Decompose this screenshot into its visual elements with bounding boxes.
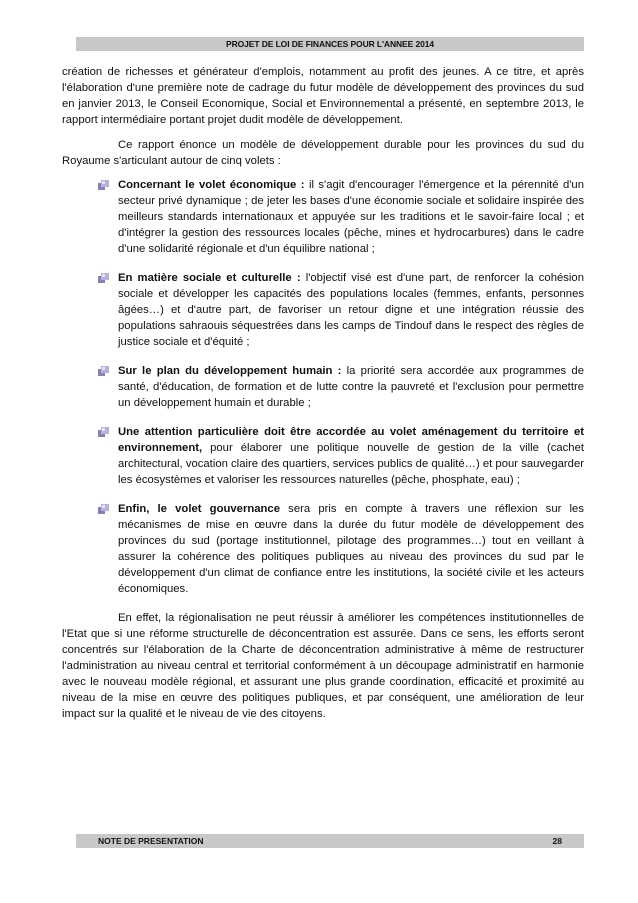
list-item-text: il s'agit d'encourager l'émergence et la pérennité d'un secteur privé dynamique ; de jeter les bases d'une économie sociale et solidaire inspirée des meilleurs standards internationaux et appuyée sur les traditions et le savoir-faire local ; et d'intégrer la gestion des ressources locales (pêche, mines et hydrocarbures) dans le cadre d'une solidarité régionale et d'un équilibre national ; bbox=[118, 179, 584, 255]
bullet-icon bbox=[98, 366, 109, 376]
list-item-economique bbox=[62, 177, 584, 257]
list-item-humain bbox=[62, 363, 584, 411]
list-item-text: sera pris en compte à travers une réflexion sur les mécanismes de mise en œuvre dans la durée du futur modèle de développement des provinces du sud (portage institutionnel, pilotage des programmes…) tout en veillant à assurer la cohérence des politiques publiques au niveau des provinces du sud par le développement d'un climat de confiance entre les institutions, la société civile et les acteurs économiques. bbox=[118, 503, 584, 595]
list-item-heading: En matière sociale et culturelle : bbox=[118, 272, 301, 284]
page-number: 28 bbox=[552, 836, 562, 846]
list-item-heading: Une attention particulière doit être accordée au volet aménagement du territoire et environnement, bbox=[118, 426, 584, 454]
list-item-heading: Sur le plan du développement humain : bbox=[118, 365, 342, 377]
page-header-title: PROJET DE LOI DE FINANCES POUR L'ANNEE 2014 bbox=[226, 39, 434, 49]
list-item-gouvernance bbox=[62, 501, 584, 597]
list-item-text: l'objectif visé est d'une part, de renforcer la cohésion sociale et développer les capacités des populations locales (femmes, enfants, personnes âgées…) et d'autre part, de favoriser un retour digne et une intégration réussie des populations sahraouis séquestrées dans les camps de Tindouf dans le respect des règles de justice sociale et d'équité ; bbox=[118, 272, 584, 348]
intro-paragraph: création de richesses et générateur d'emplois, notamment au profit des jeunes. A ce titre, et après l'élaboration d'une première note de cadrage du futur modèle de développement des provinces du sud en janvier 2013, le Conseil Economique, Social et Environnemental a présenté, en septembre 2013, le rapport intermédiaire portant projet dudit modèle de développement. bbox=[62, 66, 584, 126]
bullet-icon bbox=[98, 273, 109, 283]
list-item-heading: Enfin, le volet gouvernance bbox=[118, 503, 280, 515]
list-item-territoire bbox=[62, 424, 584, 488]
document-body bbox=[62, 64, 584, 722]
page-footer-bar bbox=[76, 834, 584, 848]
list-item-text: pour élaborer une politique nouvelle de gestion de la ville (cachet architectural, vocation claire des quartiers, services publics de qualité…) et pour sauvegarder les écosystèmes et valoriser les ressources naturelles (pêche, phosphate, eau) ; bbox=[118, 442, 584, 486]
list-item-text: la priorité sera accordée aux programmes de santé, d'éducation, de formation et de lutte contre la pauvreté et l'exclusion pour permettre un développement humain et durable ; bbox=[118, 365, 584, 409]
page-header-bar bbox=[76, 37, 584, 51]
bullet-icon bbox=[98, 427, 109, 437]
list-item-sociale bbox=[62, 270, 584, 350]
volets-list bbox=[62, 177, 584, 597]
lead-paragraph: Ce rapport énonce un modèle de développement durable pour les provinces du sud du Royaume s'articulant autour de cinq volets : bbox=[62, 139, 584, 167]
list-item-heading: Concernant le volet économique : bbox=[118, 179, 305, 191]
bullet-icon bbox=[98, 504, 109, 514]
bullet-icon bbox=[98, 180, 109, 190]
footer-label: NOTE DE PRESENTATION bbox=[98, 836, 204, 846]
closing-paragraph: En effet, la régionalisation ne peut réussir à améliorer les compétences institutionnelles de l'Etat que si une réforme structurelle de déconcentration est assurée. Dans ce sens, les efforts seront concentrés sur l'élaboration de la Charte de déconcentration administrative à même de restructurer l'administration au niveau central et territorial conformément à un découpage administratif en harmonie avec le nouveau modèle régional, et assurant une plus grande coordination, efficacité et proximité au niveau de la mise en œuvre des politiques publiques, et par conséquent, une amélioration de leur impact sur la qualité et le niveau de vie des citoyens. bbox=[62, 612, 584, 720]
